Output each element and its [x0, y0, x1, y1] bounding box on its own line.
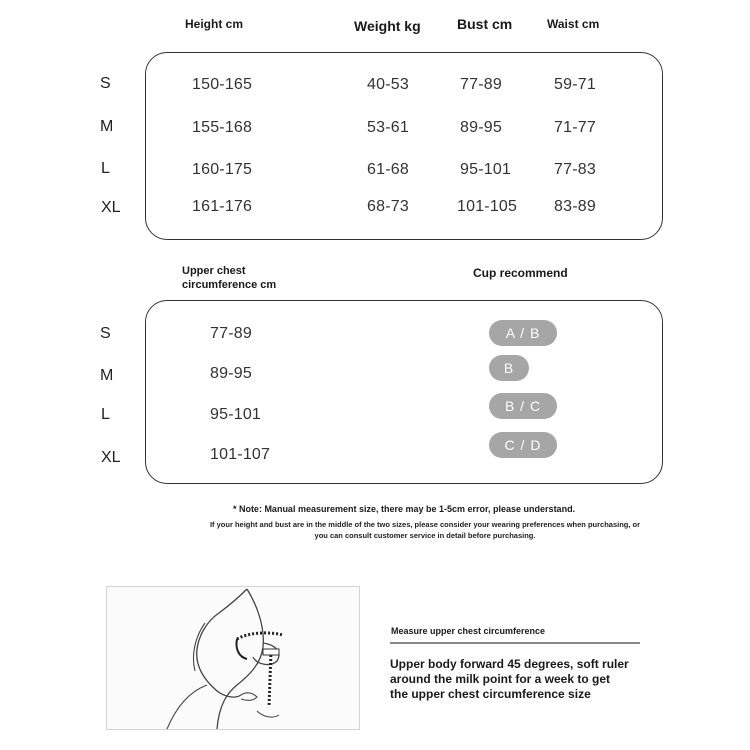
size-label: S	[100, 75, 111, 92]
bust-cell: 95-101	[460, 161, 512, 178]
size-label: XL	[101, 449, 121, 466]
height-cell: 155-168	[192, 119, 253, 136]
cup-badge: B	[489, 355, 529, 381]
note-secondary-line1: If your height and bust are in the middle of the two sizes, please consider your wearing preferences when purchasing, or	[209, 520, 641, 529]
upper-chest-cell: 101-107	[210, 446, 271, 463]
upper-chest-cell: 95-101	[210, 406, 262, 423]
header-bust: Bust cm	[457, 16, 513, 32]
weight-cell: 53-61	[367, 119, 409, 136]
size-label: M	[100, 367, 114, 384]
header-cup-recommend: Cup recommend	[473, 266, 568, 280]
divider	[390, 642, 640, 644]
upper-chest-cell: 89-95	[210, 365, 252, 382]
header-weight: Weight kg	[354, 18, 421, 34]
cup-badge: A / B	[489, 320, 557, 346]
height-cell: 161-176	[192, 198, 253, 215]
header-upper-chest-line1: Upper chest	[182, 265, 246, 277]
size-label: L	[101, 160, 110, 177]
size-label: M	[100, 118, 114, 135]
header-height: Height cm	[185, 17, 244, 31]
bust-cell: 101-105	[457, 198, 518, 215]
note-secondary-line2: you can consult customer service in detail before purchasing.	[314, 531, 536, 540]
size-label: L	[101, 406, 110, 423]
waist-cell: 77-83	[554, 161, 596, 178]
size-label: S	[100, 325, 111, 342]
figure-drawing	[107, 587, 359, 729]
weight-cell: 40-53	[367, 76, 409, 93]
header-upper-chest	[182, 264, 276, 292]
size-label: XL	[101, 199, 121, 216]
weight-cell: 61-68	[367, 161, 409, 178]
height-cell: 150-165	[192, 76, 253, 93]
waist-cell: 71-77	[554, 119, 596, 136]
bust-cell: 77-89	[460, 76, 502, 93]
measurement-illustration	[106, 586, 360, 730]
note-primary: * Note: Manual measurement size, there may be 1-5cm error, please understand.	[232, 504, 576, 514]
bust-cell: 89-95	[460, 119, 502, 136]
waist-cell: 83-89	[554, 198, 596, 215]
waist-cell: 59-71	[554, 76, 596, 93]
cup-badge: B / C	[489, 393, 557, 419]
header-upper-chest-line2: circumference cm	[182, 279, 277, 291]
measure-title: Measure upper chest circumference	[391, 626, 546, 636]
height-cell: 160-175	[192, 161, 253, 178]
header-waist: Waist cm	[547, 17, 600, 31]
weight-cell: 68-73	[367, 198, 409, 215]
cup-badge: C / D	[489, 432, 557, 458]
measure-description: Upper body forward 45 degrees, soft ruler around the milk point for a week to get the upper chest circumference size	[390, 657, 629, 701]
upper-chest-cell: 77-89	[210, 325, 252, 342]
